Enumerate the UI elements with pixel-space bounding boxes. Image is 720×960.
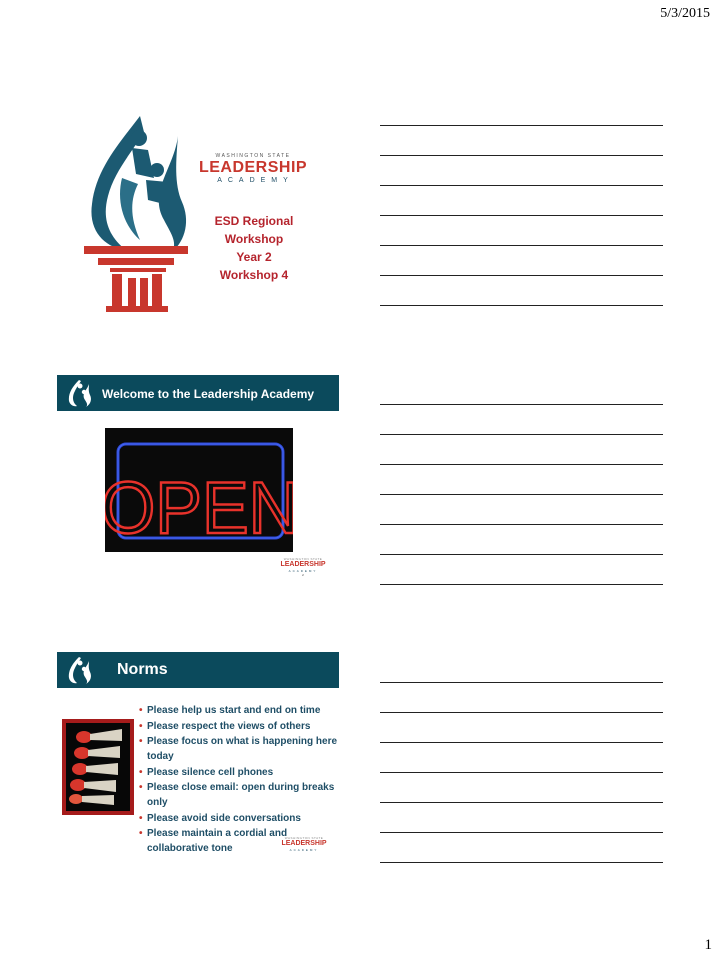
print-date: 5/3/2015 — [660, 6, 710, 21]
bullet-icon: • — [139, 766, 143, 778]
note-line — [380, 245, 663, 246]
torch-figures-icon — [65, 378, 95, 408]
norm-text: Please focus on what is happening here today — [147, 736, 338, 762]
mini-logo-leadership: LEADERSHIP — [280, 561, 326, 568]
list-item — [140, 703, 340, 718]
mini-logo-academy: ACADEMY — [288, 569, 318, 573]
note-line — [380, 464, 663, 465]
note-line — [380, 742, 663, 743]
note-line — [380, 275, 663, 276]
note-line — [380, 185, 663, 186]
bullet-icon: • — [139, 812, 143, 824]
note-line — [380, 584, 663, 585]
note-line — [380, 712, 663, 713]
norm-text: Please silence cell phones — [147, 766, 274, 778]
bullet-icon: • — [139, 736, 143, 747]
page-number: 1 — [704, 937, 712, 953]
list-item — [140, 719, 340, 734]
note-line — [380, 802, 663, 803]
mini-logo-academy: ACADEMY — [289, 848, 319, 852]
mini-logo — [279, 836, 329, 852]
norm-text: Please help us start and end on time — [147, 705, 321, 716]
mini-logo — [276, 557, 330, 577]
slide-3-title: Norms — [117, 661, 168, 678]
mini-logo-state: WASHINGTON STATE — [284, 836, 324, 840]
list-item — [140, 734, 340, 764]
slide-2-title: Welcome to the Leadership Academy — [102, 387, 315, 401]
wordmark-leadership: LEADERSHIP — [198, 159, 308, 176]
note-line — [380, 215, 663, 216]
slide-number: 2 — [302, 573, 304, 577]
open-sign-text: OPEN — [105, 467, 293, 550]
bullet-icon: • — [139, 720, 143, 732]
norm-text: Please respect the views of others — [147, 720, 311, 732]
open-sign-image — [105, 428, 293, 552]
bullet-icon: • — [139, 705, 143, 716]
bullet-icon: • — [139, 782, 143, 793]
slide-3-header — [57, 652, 339, 688]
slide-2-header — [57, 375, 339, 411]
note-line — [380, 524, 663, 525]
list-item — [140, 780, 340, 810]
torch-figures-icon — [65, 655, 95, 685]
slide-1-title — [195, 212, 313, 284]
note-line — [380, 434, 663, 435]
list-item — [140, 811, 340, 826]
note-line — [380, 682, 663, 683]
mini-logo-state: WASHINGTON STATE — [283, 557, 323, 561]
title-line: Year 2 — [236, 250, 272, 264]
note-line — [380, 862, 663, 863]
title-line: Workshop 4 — [219, 268, 289, 282]
list-item — [140, 765, 340, 780]
note-line — [380, 155, 663, 156]
academy-wordmark — [197, 153, 309, 184]
note-line — [380, 772, 663, 773]
wordmark-academy: ACADEMY — [217, 177, 294, 184]
norms-list — [140, 703, 340, 857]
norm-text: Please close email: open during breaks only — [147, 782, 335, 808]
note-line — [380, 832, 663, 833]
wordmark-state: WASHINGTON STATE — [215, 153, 291, 159]
title-line: ESD Regional — [214, 214, 294, 228]
note-line — [380, 305, 663, 306]
note-line — [380, 404, 663, 405]
note-line — [380, 494, 663, 495]
norm-text: Please avoid side conversations — [147, 812, 301, 824]
norm-text: Please maintain a cordial and collaborative tone — [147, 828, 288, 854]
fish-graphic-image — [62, 719, 134, 815]
mini-logo-leadership: LEADERSHIP — [281, 840, 327, 847]
bullet-icon: • — [139, 828, 143, 839]
title-line: Workshop — [224, 232, 284, 246]
note-line — [380, 554, 663, 555]
torch-logo-icon — [78, 108, 204, 320]
note-line — [380, 125, 663, 126]
